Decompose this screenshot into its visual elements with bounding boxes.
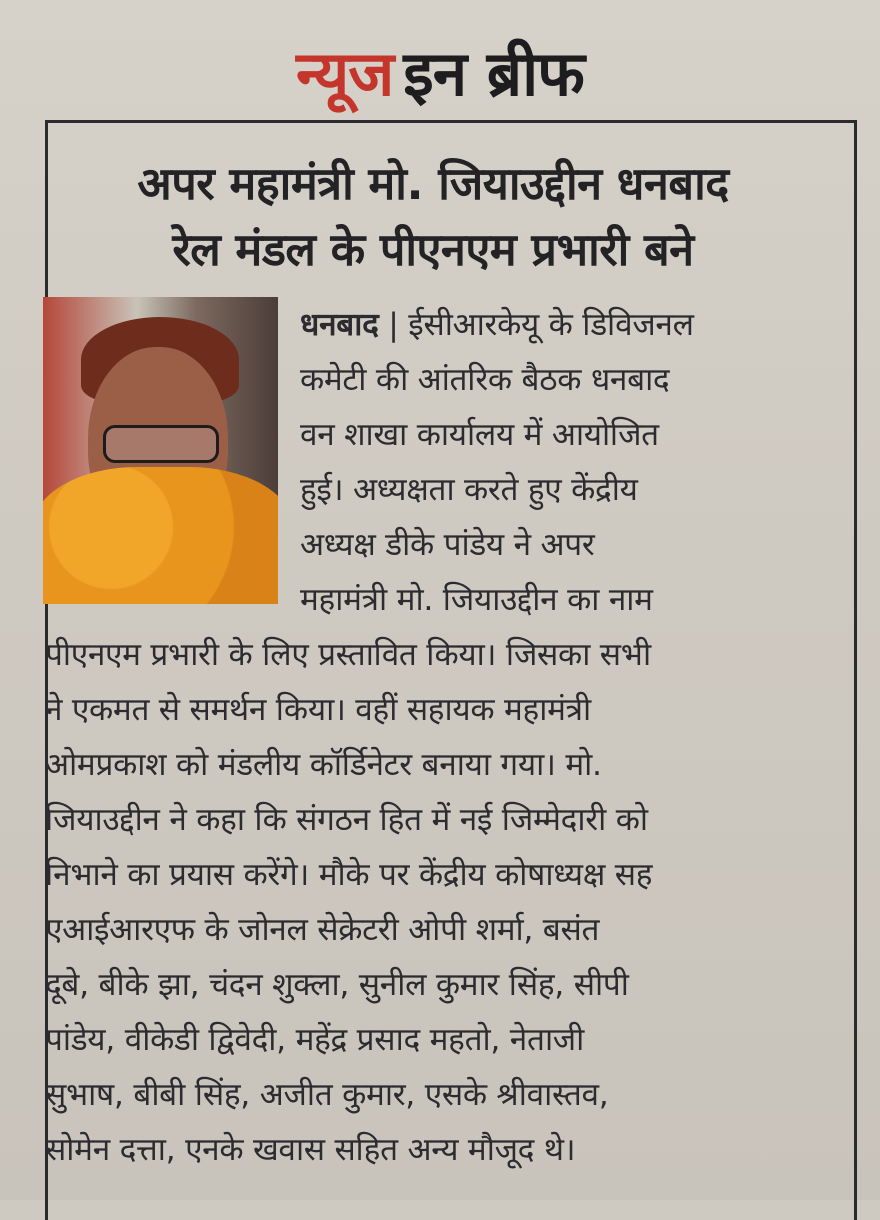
article-line-3: वन शाखा कार्यालय में आयोजित xyxy=(300,417,659,453)
article-line-10: जियाउद्दीन ने कहा कि संगठन हित में नई जिम्मेदारी को xyxy=(45,802,648,838)
article-line-11: निभाने का प्रयास करेंगे। मौके पर केंद्रीय कोषाध्यक्ष सह xyxy=(45,857,653,893)
portrait-photo xyxy=(43,297,278,604)
article-line-6: महामंत्री मो. जियाउद्दीन का नाम xyxy=(300,582,653,618)
article-line-1 xyxy=(300,303,694,347)
headline-line-1: अपर महामंत्री मो. जियाउद्दीन धनबाद xyxy=(137,157,729,210)
dateline: धनबाद xyxy=(300,307,379,343)
article-line-8: ने एकमत से समर्थन किया। वहीं सहायक महामंत्री xyxy=(45,692,591,728)
article-line-12: एआईआरएफ के जोनल सेक्रेटरी ओपी शर्मा, बसंत xyxy=(45,912,600,948)
article-line-7: पीएनएम प्रभारी के लिए प्रस्तावित किया। जिसका सभी xyxy=(45,637,651,673)
section-header-red: न्यूज xyxy=(296,37,394,110)
article-line-16: सोमेन दत्ता, एनके खवास सहित अन्य मौजूद थे। xyxy=(45,1132,576,1168)
article-line-4: हुई। अध्यक्षता करते हुए केंद्रीय xyxy=(300,472,638,508)
photo-glasses xyxy=(103,425,219,463)
article-line-9: ओमप्रकाश को मंडलीय कॉर्डिनेटर बनाया गया। मो. xyxy=(45,747,602,783)
section-header xyxy=(0,34,880,114)
headline-line-2: रेल मंडल के पीएनएम प्रभारी बने xyxy=(172,223,694,276)
article-line-14: पांडेय, वीकेडी द्विवेदी, महेंद्र प्रसाद महतो, नेताजी xyxy=(45,1022,585,1058)
article-line-13: दूबे, बीके झा, चंदन शुक्ला, सुनील कुमार सिंह, सीपी xyxy=(45,967,629,1003)
dateline-separator: | xyxy=(388,307,399,343)
section-header-black: इन ब्रीफ xyxy=(403,37,584,110)
article-text-1: ईसीआरकेयू के डिविजनल xyxy=(398,307,694,343)
article-line-5: अध्यक्ष डीके पांडेय ने अपर xyxy=(300,527,595,563)
article-line-15: सुभाष, बीबी सिंह, अजीत कुमार, एसके श्रीवास्तव, xyxy=(45,1077,609,1113)
article-line-2: कमेटी की आंतरिक बैठक धनबाद xyxy=(300,362,670,398)
photo-garland xyxy=(43,467,278,604)
